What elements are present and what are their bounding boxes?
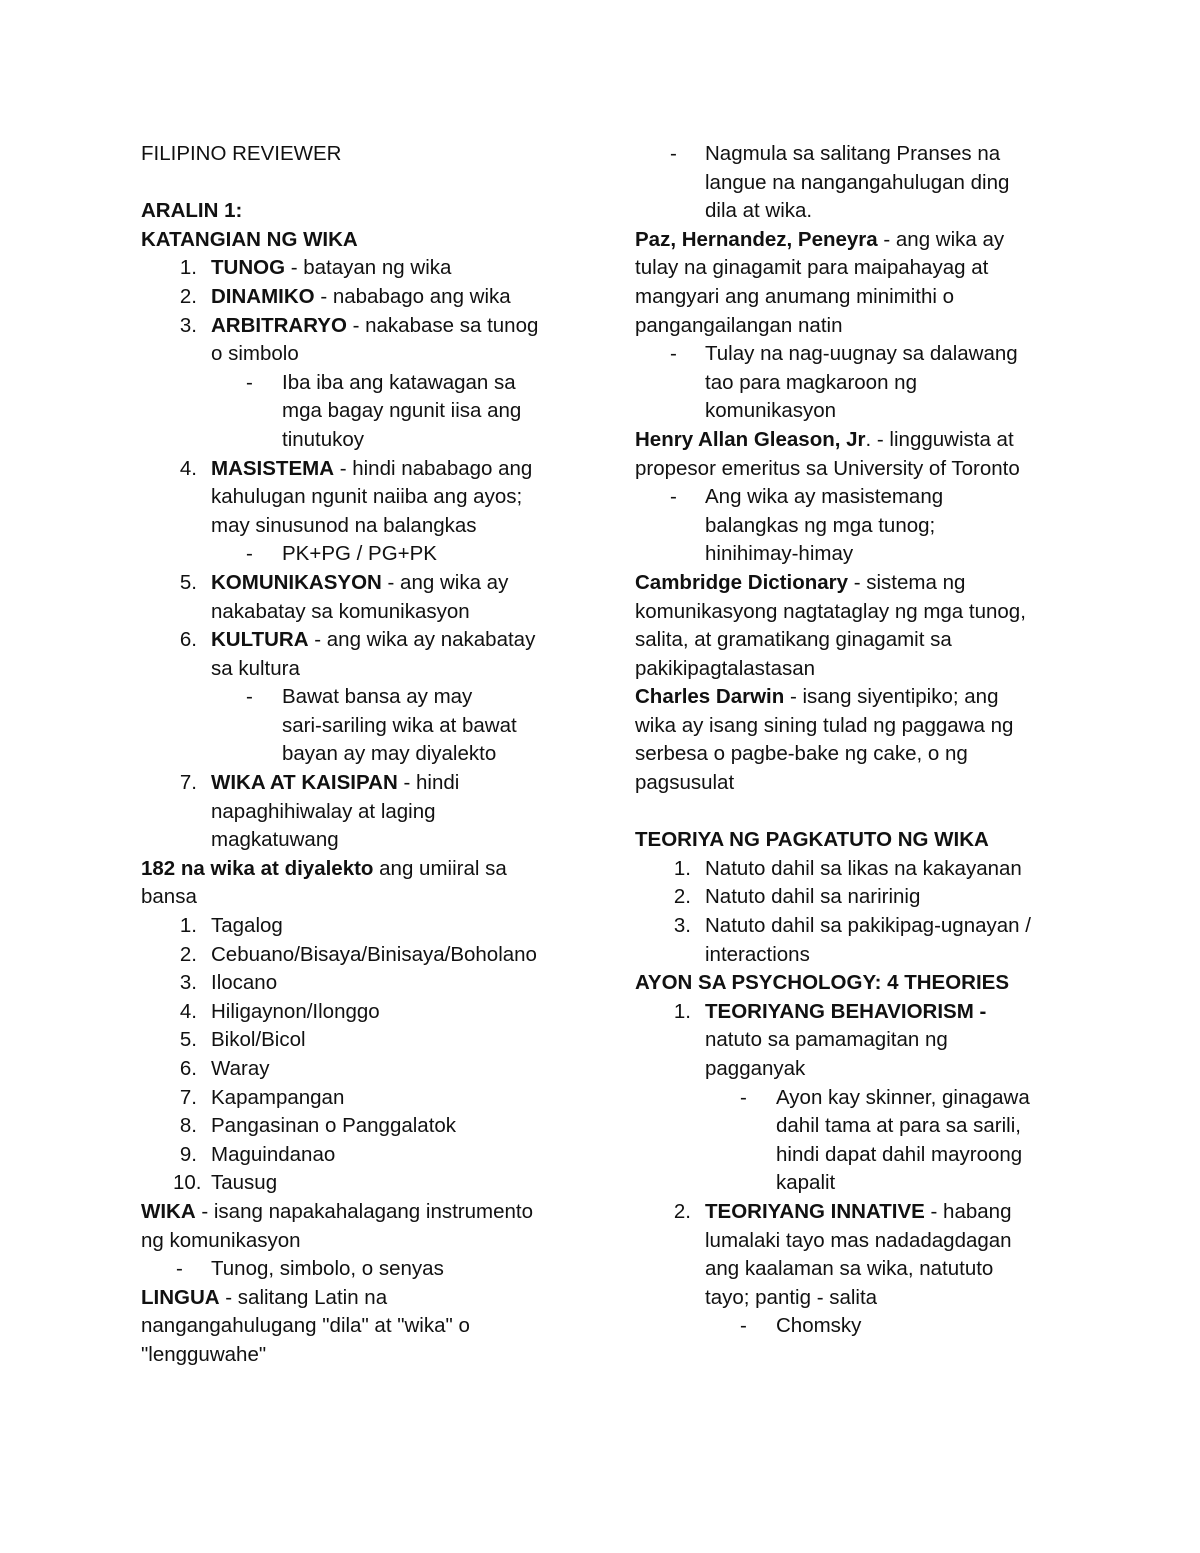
teoriya-heading: TEORIYA NG PAGKATUTO NG WIKA (635, 828, 989, 852)
aralin-heading: ARALIN 1: (141, 199, 243, 223)
sub-item: - Tulay na nag-uugnay sa dalawang tao para magkaroon ng komunikasyon (670, 342, 1018, 423)
lingua-definition: LINGUA - salitang Latin na (141, 1285, 388, 1309)
sub-item: - Iba iba ang katawagan sa mga bagay ngunit iisa ang tinutukoy (246, 370, 522, 451)
list-item: 1. Natuto dahil sa likas na kakayanan (673, 856, 1022, 880)
list-item: 8. Pangasinan o Panggalatok (179, 1114, 457, 1138)
ayon-heading: AYON SA PSYCHOLOGY: 4 THEORIES (635, 971, 1010, 995)
sub-item: - Ang wika ay masistemang balangkas ng mga tunog; hinihimay-himay (670, 485, 944, 566)
katangian-heading: KATANGIAN NG WIKA (141, 227, 358, 251)
document-title: FILIPINO REVIEWER (141, 142, 342, 165)
languages-list (141, 912, 581, 1198)
gleason-definition: Henry Allan Gleason, Jr. - lingguwista at (635, 427, 1014, 451)
list-item: 5. Bikol/Bicol (179, 1028, 306, 1052)
cambridge-definition: Cambridge Dictionary - sistema ng (635, 570, 966, 594)
right-column: - Nagmula sa salitang Pranses na langue na nangangahulugan ding dila at wika. Paz, Hernandez, Peneyra - ang wika ay tulay na ginagamit para maipahayag at mangyari ang anumang minimithi o pangangailangan natin - Tulay na nag-uugnay sa dalawang tao para magkaroon ng komunikasyon Henry Allan Gleason, Jr. - lingguwista at propesor emeritus sa University of Toronto - Ang wika ay masistemang balangkas ng mga tunog; hinihimay-himay Cambridge Dictionary - sistema ng komunikasyong nagtataglay ng mga tunog, salita, at gramatikang ginagamit sa pakikipagtalastasan Charles Darwin - isang siyentipiko; ang wika ay isang sining tulad ng paggawa ng serbesa o pagbe-bake ng cake, o ng pagsusulat TEORIYA NG PAGKATUTO NG WIKA 1. Natuto dahil sa likas na kakayanan 2. Natuto dahil sa naririnig 3. Natuto dahil sa pakikipag-ugnayan / interactions AYON SA PSYCHOLOGY: 4 THEORIES 1. TEORIYANG BEHAVIORISM - natuto sa pamamagitan ng pagganyak - Ayon kay skinner, ginagawa dahil tama at para sa sarili, hindi dapat dahil mayroong kapalit 2. TEORIYANG INNATIVE - habang lumalaki tayo mas nadadagdagan ang kaalaman sa wika, natututo tayo; pantig - salita - Chomsky (635, 140, 1075, 1341)
list-item: 1. TEORIYANG BEHAVIORISM - natuto sa pamamagitan ng pagganyak (673, 999, 987, 1080)
list-item: 3. Natuto dahil sa pakikipag-ugnayan / interactions (673, 914, 1031, 966)
list-item: 6. KULTURA - ang wika ay nakabatay sa kultura (179, 628, 536, 680)
list-item: 7. Kapampangan (179, 1085, 345, 1109)
wika-definition: WIKA - isang napakahalagang instrumento (141, 1199, 533, 1223)
paz-definition: Paz, Hernandez, Peneyra - ang wika ay (635, 227, 1005, 251)
list-item: 4. Hiligaynon/Ilonggo (179, 999, 380, 1023)
list-item: 7. WIKA AT KAISIPAN - hindi napaghihiwalay at laging magkatuwang (179, 771, 460, 852)
sub-item: - Chomsky (740, 1314, 862, 1338)
list-item: 3. ARBITRARYO - nakabase sa tunog o simbolo (179, 313, 539, 366)
list-item: 3. Ilocano (179, 971, 278, 995)
sub-item: - Tunog, simbolo, o senyas (176, 1257, 444, 1281)
list-item: 2. DINAMIKO - nababago ang wika (179, 284, 511, 308)
list-item: 2. Natuto dahil sa naririnig (673, 885, 921, 909)
list-item: 4. MASISTEMA - hindi nababago ang kahulugan ngunit naiiba ang ayos; may sinusunod na balangkas (179, 456, 533, 537)
list-item: 1. TUNOG - batayan ng wika (179, 256, 452, 280)
left-column: FILIPINO REVIEWER ARALIN 1: KATANGIAN NG WIKA 1. TUNOG - batayan ng wika 2. DINAMIKO - nababago ang wika 3. ARBITRARYO - nakabase sa tunog o simbolo - Iba iba ang katawagan sa mga bagay ngunit iisa ang tinutukoy 4. MASISTEMA - hindi nababago ang kahulugan ngunit naiiba ang ayos; may sinusunod na balangkas - PK+PG / PG+PK 5. KOMUNIKASYON - ang wika ay nakabatay sa komunikasyon 6. KULTURA - ang wika ay nakabatay sa kultura - Bawat bansa ay may sari-sariling wika at bawat bayan ay may diyalekto 7. WIKA AT KAISIPAN - hindi napaghihiwalay at laging magkatuwang 182 na wika at diyalekto ang umiiral sa bansa 1. Tagalog 2. Cebuano/Bisaya/Binisaya/Boholano 3. Ilocano 4. Hiligaynon/Ilonggo 5. Bikol/Bicol 6. Waray 7. Kapampangan 8. Pangasinan o Panggalatok 9. Maguindanao 10. Tausug WIKA - isang napakahalagang instrumento ng komunikasyon - Tunog, simbolo, o senyas LINGUA - salitang Latin na nangangahulugang "dila" at "wika" o "lengguwahe" (141, 140, 581, 1370)
darwin-definition: Charles Darwin - isang siyentipiko; ang (635, 685, 999, 709)
katangian-list (141, 254, 581, 368)
theories-list (635, 998, 1075, 1084)
sub-item: - Bawat bansa ay may sari-sariling wika at bawat bayan ay may diyalekto (246, 685, 517, 766)
sub-item: - Ayon kay skinner, ginagawa dahil tama at para sa sarili, hindi dapat dahil mayroong kapalit (740, 1085, 1030, 1195)
list-item: 2. TEORIYANG INNATIVE - habang lumalaki tayo mas nadadagdagan ang kaalaman sa wika, natututo tayo; pantig - salita (673, 1199, 1012, 1309)
teoriya-list (635, 855, 1075, 969)
list-item: 1. Tagalog (179, 914, 283, 938)
list-item: 9. Maguindanao (179, 1142, 336, 1166)
sub-item: - Nagmula sa salitang Pranses na langue na nangangahulugan ding dila at wika. (670, 142, 1010, 223)
list-item: 6. Waray (179, 1057, 270, 1080)
list-item: 2. Cebuano/Bisaya/Binisaya/Boholano (179, 942, 537, 966)
wika-count: 182 na wika at diyalekto ang umiiral sa (141, 856, 507, 880)
list-item: 10. Tausug (173, 1171, 278, 1195)
sub-item: - PK+PG / PG+PK (246, 542, 437, 566)
list-item: 5. KOMUNIKASYON - ang wika ay nakabatay sa komunikasyon (179, 570, 509, 623)
